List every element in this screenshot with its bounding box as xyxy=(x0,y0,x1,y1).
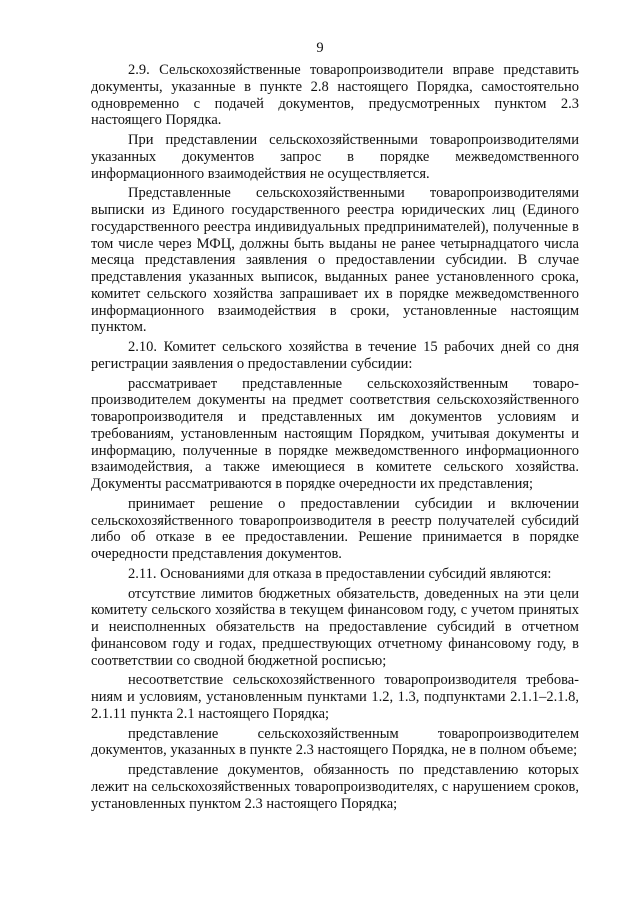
paragraph-no-budget-limits: отсутствие лимитов бюджетных обязательств, доведенных на эти цели комитету сельского хозяйства в текущем финансовом году, с учетом принятых и неисполненных обязательств на предоставление субсидий в отчетном финансовом году и годах, предшествующих отчетному финансовому году, в соответствии со сводной бюджетной росписью; xyxy=(91,585,579,669)
paragraph-nonconformity: несоответствие сельскохозяйственного товаропроизводителя требованиям и условиям, установленным пунктами 1.2, 1.3, подпунктами 2.1.1–2.1.8, 2.1.11 пункта 2.1 настоящего Порядка; xyxy=(91,672,579,722)
paragraph-makes-decision: принимает решение о предоставлении субсидии и включении сельскохозяйственного товаропроизводителя в реестр получателей субсидий либо об отказе в ее предоставлении. Решение принимается в порядке очередности представления документов. xyxy=(91,495,579,562)
paragraph-registry-extracts: Представленные сельскохозяйственными товаропроизводителями выписки из Единого государственного реестра юридических лиц (Единого государственного реестра индивидуальных предпринимателей), полученные в том числе через МФЦ, должны быть выданы не ранее четырнадцатого числа месяца представления заявления о предоставлении субсидии. В случае представления указанных выписок, выданных ранее установленного срока, комитет сельского хозяйства запрашивает их в порядке межведомственного информационного взаимодействия в сроки, установленные настоящим пунктом. xyxy=(91,185,579,336)
paragraph-2-11: 2.11. Основаниями для отказа в предоставлении субсидий являются: xyxy=(128,565,552,582)
paragraph-reviews-documents: рассматривает представленные сельскохозяйственным товаропроизводителем документы на предмет соответствия сельскохозяйственного товаропроизводителя и представленных им документов условиям и требованиям, установленным настоящим Порядком, учитывая документы и информацию, полученные в порядке межведомственного информационного взаимодействия, а также имеющиеся в комитете сельского хозяйства. Документы рассматриваются в порядке очередности их представления; xyxy=(91,375,579,492)
paragraph-no-request: При представлении сельскохозяйственными товаропроизводителями указанных документов запрос в порядке межведомственного информационного взаимодействия не осуществляется. xyxy=(91,132,579,182)
paragraph-2-9: 2.9. Сельскохозяйственные товаропроизводители вправе представить документы, указанные в пункте 2.8 настоящего Порядка, самостоятельно одновременно с подачей документов, предусмотренных пунктом 2.3 настоящего Порядка. xyxy=(91,62,579,129)
paragraph-incomplete-documents: представление сельскохозяйственным товаропроизводителем документов, указанных в пункте 2.3 настоящего Порядка, не в полном объеме; xyxy=(91,725,579,759)
document-body xyxy=(91,62,579,815)
page-number: 9 xyxy=(316,40,324,56)
paragraph-2-10: 2.10. Комитет сельского хозяйства в течение 15 рабочих дней со дня регистрации заявления о предоставлении субсидии: xyxy=(91,339,579,372)
paragraph-late-documents: представление документов, обязанность по представлению которых лежит на сельскохозяйственных товаропроизводителях, с нарушением сроков, установленных пунктом 2.3 настоящего Порядка; xyxy=(91,762,579,812)
